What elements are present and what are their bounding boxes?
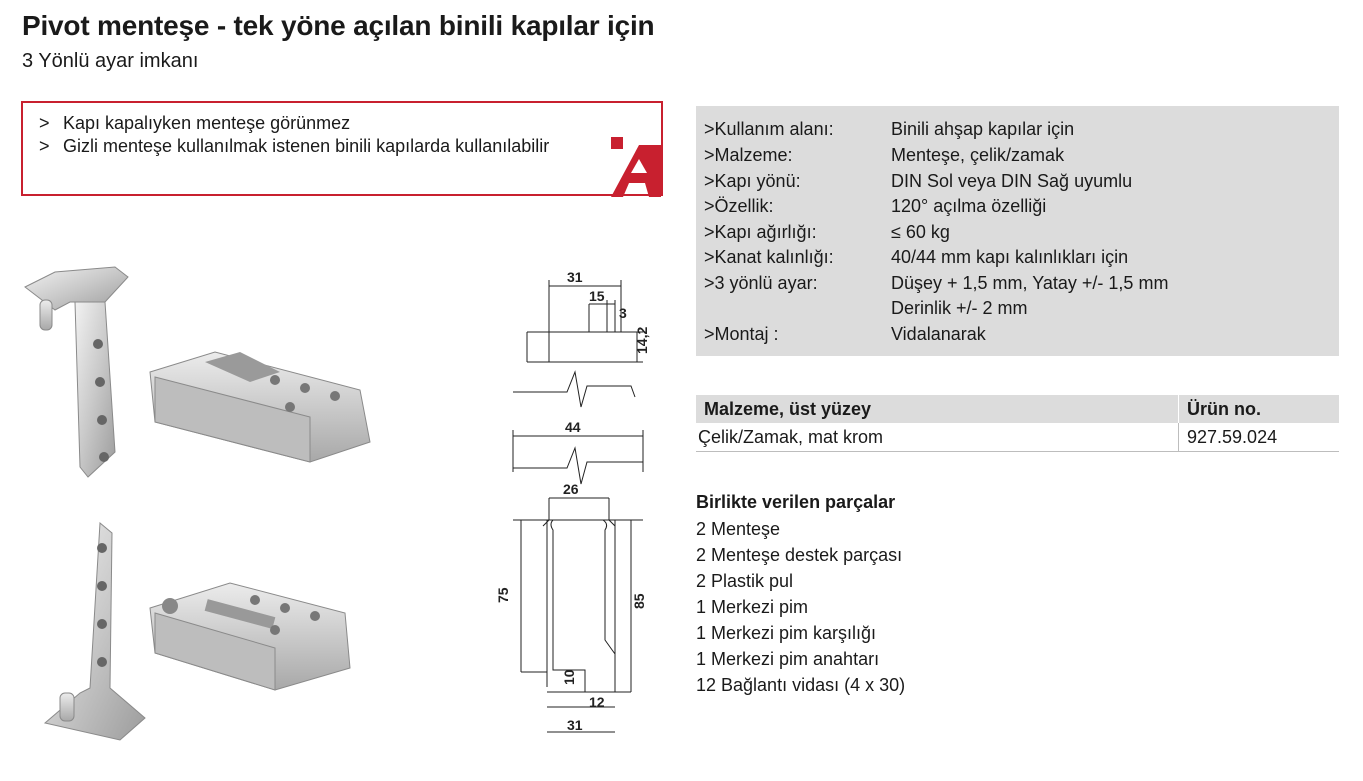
spec-value: 120° açılma özelliği — [891, 196, 1047, 216]
feature-list — [39, 112, 559, 158]
list-item: 1 Merkezi pim anahtarı — [696, 649, 880, 669]
spec-key: >3 yönlü ayar: — [704, 273, 818, 293]
list-item: 2 Plastik pul — [696, 571, 794, 591]
feature-item — [39, 135, 559, 158]
cell-material: Çelik/Zamak, mat krom — [696, 423, 1179, 452]
spec-key: >Kapı yönü: — [704, 171, 801, 191]
dim-top-height: 14,2 — [634, 326, 650, 354]
spec-value: ≤ 60 kg — [891, 222, 950, 242]
spec-key: >Kanat kalınlığı: — [704, 247, 834, 267]
dim-top-small: 3 — [619, 305, 627, 321]
brand-logo-icon — [611, 137, 661, 197]
spec-value: Binili ahşap kapılar için — [891, 119, 1075, 139]
spec-value: Derinlik +/- 2 mm — [891, 298, 1028, 318]
spec-value: 40/44 mm kapı kalınlıkları için — [891, 247, 1129, 267]
column-header-material: Malzeme, üst yüzey — [696, 395, 1179, 423]
feature-text: Gizli menteşe kullanılmak istenen binili kapılarda kullanılabilir — [63, 136, 550, 156]
spec-key: >Özellik: — [704, 196, 774, 216]
parts-title: Birlikte verilen parçalar — [696, 492, 896, 512]
dim-width: 44 — [565, 419, 581, 435]
spec-box — [696, 106, 1339, 356]
spec-value: Menteşe, çelik/zamak — [891, 145, 1065, 165]
dim-height-left: 75 — [495, 587, 511, 603]
spec-value: Vidalanarak — [891, 324, 986, 344]
list-item: 12 Bağlantı vidası (4 x 30) — [696, 675, 906, 695]
spec-key: >Kullanım alanı: — [704, 119, 834, 139]
column-header-product-no: Ürün no. — [1179, 395, 1340, 423]
feature-item — [39, 112, 559, 135]
spec-value: DIN Sol veya DIN Sağ uyumlu — [891, 171, 1133, 191]
dim-bottom-right: 12 — [589, 694, 605, 710]
list-item: 1 Merkezi pim karşılığı — [696, 623, 877, 643]
dim-bottom-small: 10 — [561, 669, 577, 685]
spec-value: Düşey + 1,5 mm, Yatay +/- 1,5 mm — [891, 273, 1169, 293]
parts-list — [696, 516, 905, 698]
hinge-photo-bottom — [40, 518, 370, 743]
list-item: 2 Menteşe — [696, 519, 781, 539]
table-header-row — [696, 395, 1339, 423]
dim-top-width: 31 — [567, 269, 583, 285]
table-row — [696, 423, 1339, 452]
hinge-photo-top — [20, 262, 390, 482]
bullet-marker: > — [39, 113, 50, 133]
page-title: Pivot menteşe - tek yöne açılan binili kapılar için — [22, 10, 655, 41]
bullet-marker: > — [39, 136, 50, 156]
dim-inner-width: 26 — [563, 481, 579, 497]
dim-height-right: 85 — [631, 593, 647, 609]
technical-drawing — [495, 262, 655, 742]
cell-product-no: 927.59.024 — [1179, 423, 1340, 452]
dim-top-mid: 15 — [589, 288, 605, 304]
list-item: 2 Menteşe destek parçası — [696, 545, 903, 565]
spec-key: >Kapı ağırlığı: — [704, 222, 817, 242]
feature-box — [21, 101, 663, 196]
feature-text: Kapı kapalıyken menteşe görünmez — [63, 113, 351, 133]
spec-key: >Malzeme: — [704, 145, 793, 165]
order-table — [696, 395, 1339, 452]
dim-bottom-width: 31 — [567, 717, 583, 733]
page-subtitle: 3 Yönlü ayar imkanı — [22, 50, 199, 72]
spec-key: >Montaj : — [704, 324, 779, 344]
list-item: 1 Merkezi pim — [696, 597, 809, 617]
